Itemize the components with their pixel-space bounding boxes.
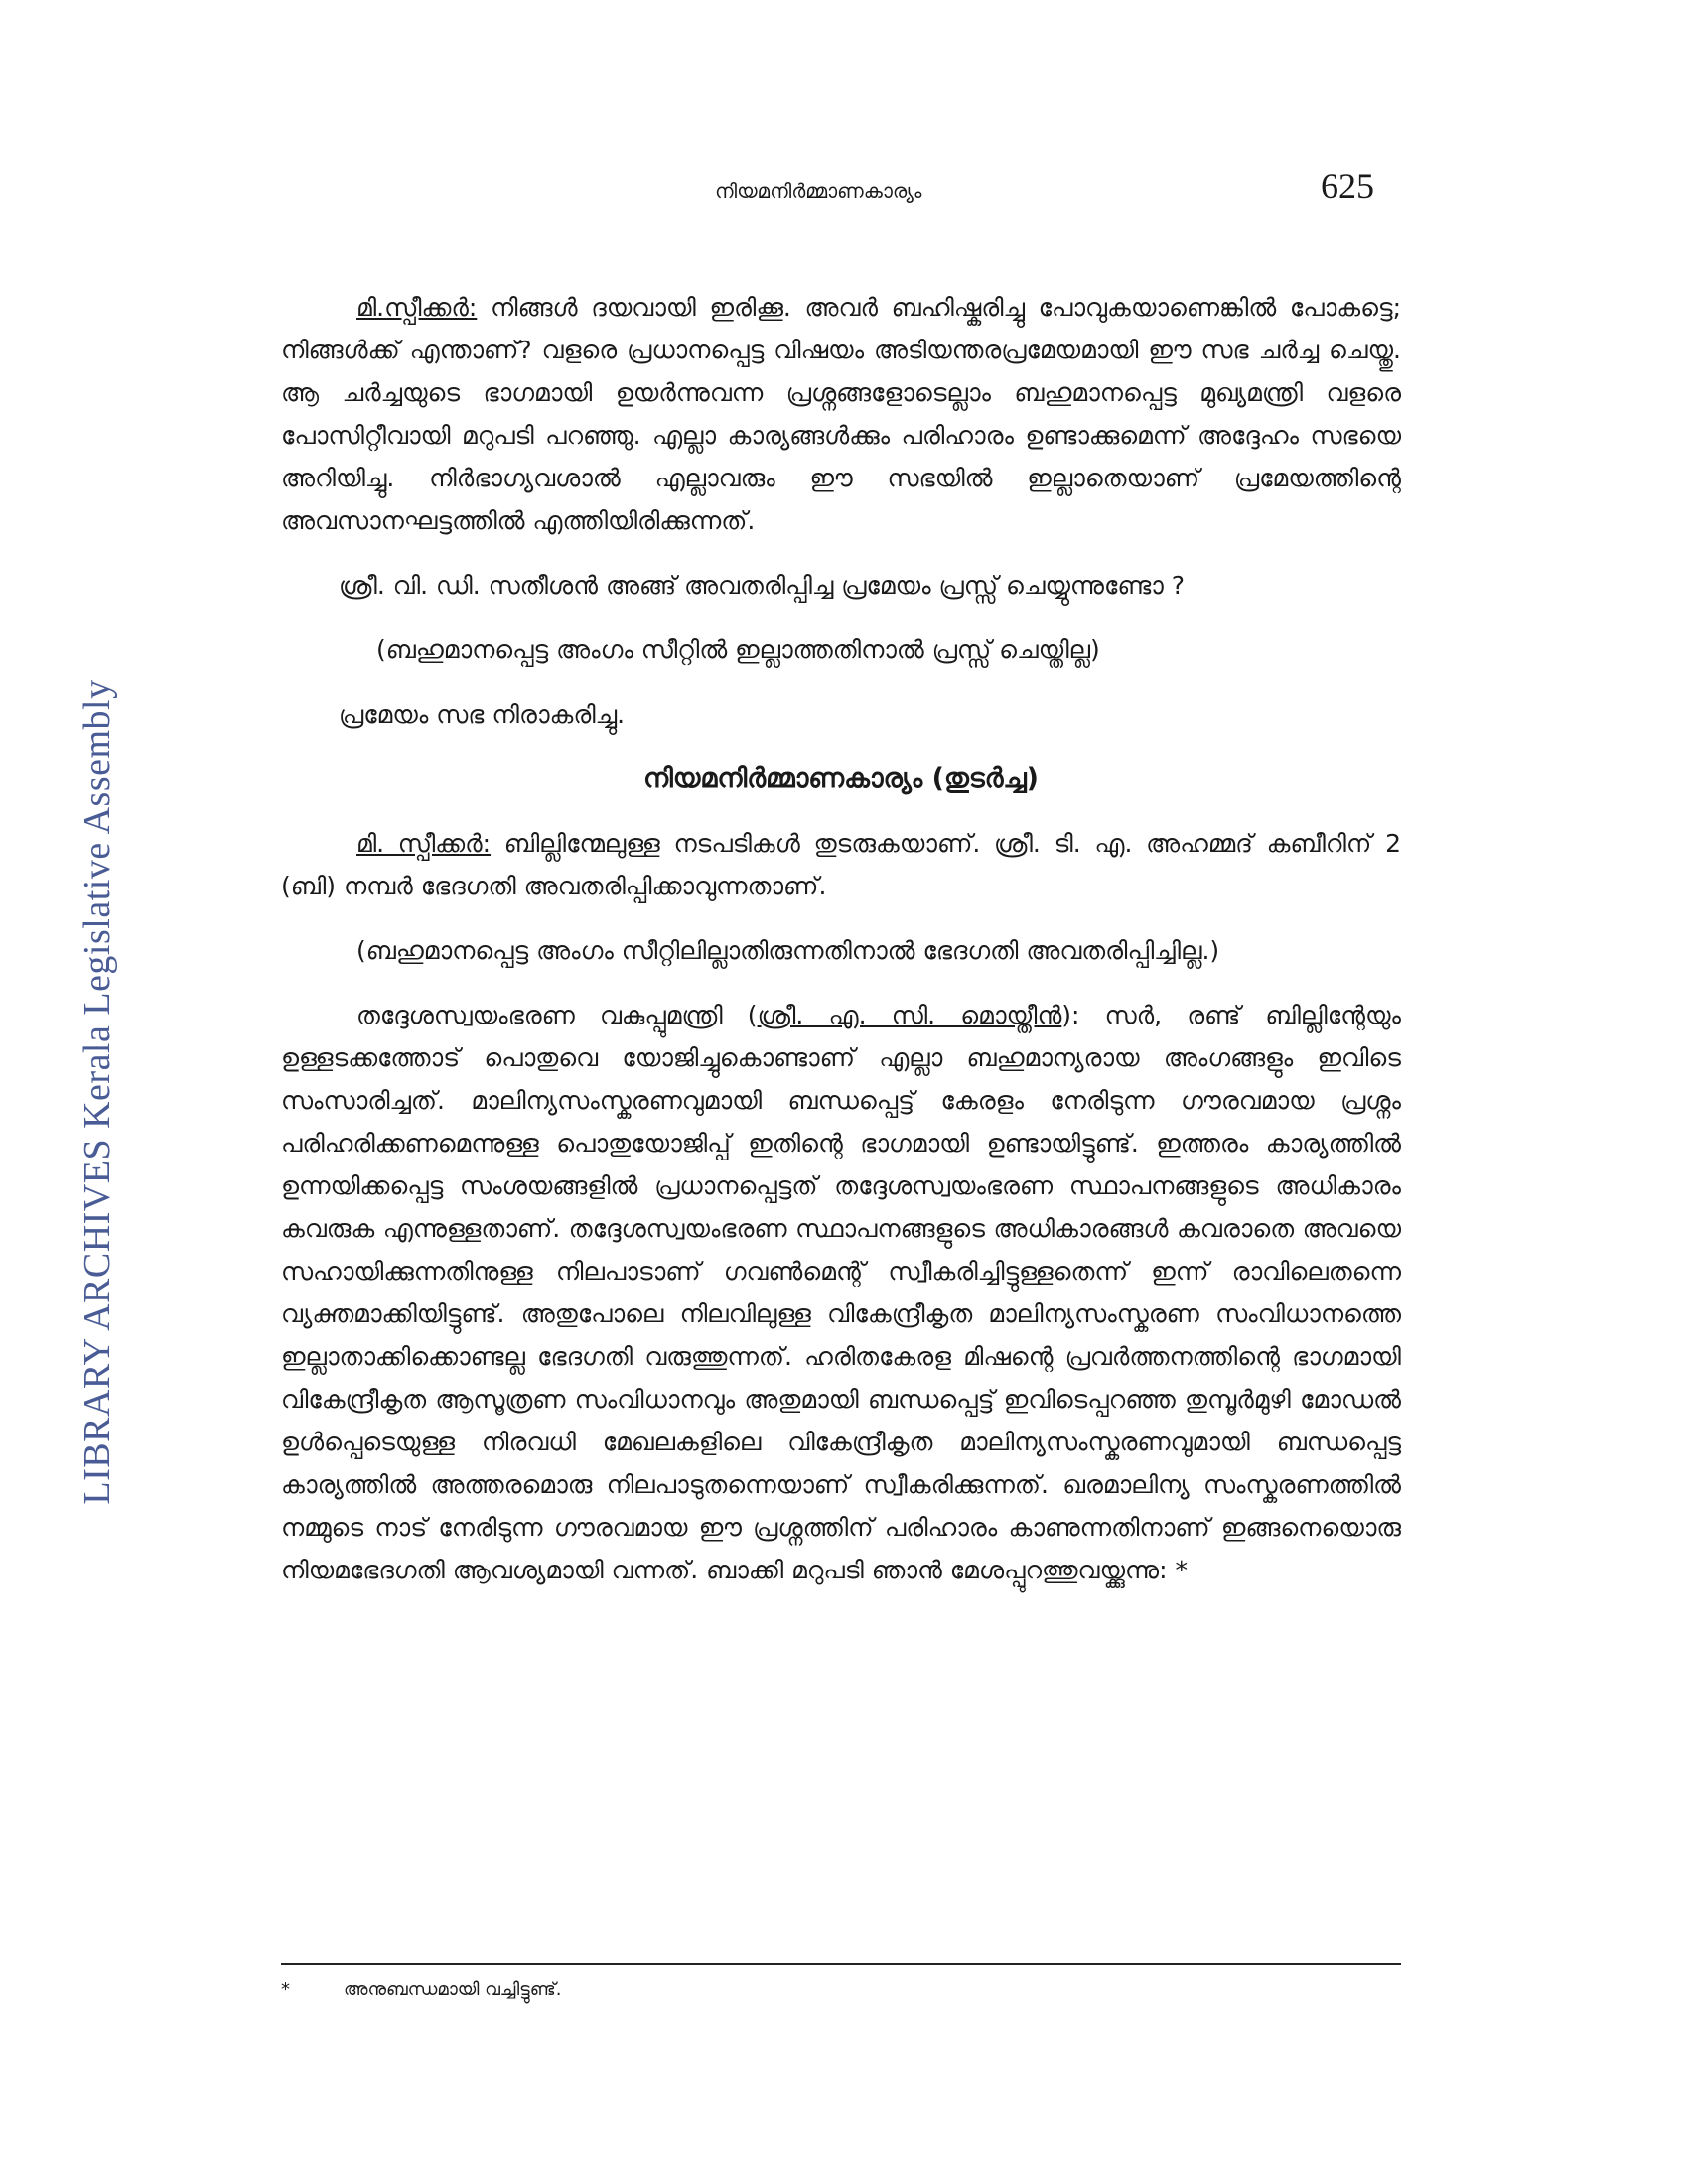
footnote [281,1979,1401,2000]
watermark-text: LIBRARY ARCHIVES Kerala Legislative Assembly [76,679,118,1505]
paragraph-text: ബില്ലിന്മേലുള്ള നടപടികൾ തുടരുകയാണ്. ശ്രീ. ടി. എ. അഹമ്മദ് കബീറിന് 2 (ബി) നമ്പർ ഭേദഗതി അവതരിപ്പിക്കാവുന്നതാണ്. [281,829,1401,900]
speaker-name: മി.സ്പീക്കർ: [356,293,478,322]
section-heading: നിയമനിർമ്മാണകാര്യം (തുടർച്ച) [642,763,1040,794]
footnote-text: അനുബന്ധമായി വച്ചിട്ടുണ്ട്. [344,1979,562,2000]
speaker-name: മി. സ്പീക്കർ: [356,829,492,858]
motion-rejected-line: പ്രമേയം സഭ നിരാകരിച്ചു. [339,700,626,729]
page-number: 625 [1321,166,1374,205]
speaker-paragraph-1 [281,286,1401,542]
archive-watermark [68,615,127,1569]
motion-press-question: ശ്രീ. വി. ഡി. സതീശൻ അങ്ങ് അവതരിപ്പിച്ച പ്രമേയം പ്രസ്സ് ചെയ്യുന്നുണ്ടോ ? [339,571,1186,600]
speaker-paragraph-2 [281,822,1401,907]
amendment-not-moved-note: (ബഹുമാനപ്പെട്ട അംഗം സീറ്റിലില്ലാതിരുന്നതിനാൽ ഭേദഗതി അവതരിപ്പിച്ചില്ല.) [356,936,1220,965]
member-absent-note: (ബഹുമാനപ്പെട്ട അംഗം സീറ്റിൽ ഇല്ലാത്തതിനാൽ പ്രസ്സ് ചെയ്തില്ല) [376,635,1100,664]
minister-title: തദ്ദേശസ്വയംഭരണ വകുപ്പുമന്ത്രി ( [356,1001,758,1029]
minister-name: ശ്രീ. എ. സി. മൊയ്തീൻ [757,1001,1062,1029]
document-body [281,286,1401,1591]
footnote-mark: * [281,1979,290,2000]
footnote-divider [281,1963,1401,1965]
paragraph-text: ): സർ, രണ്ട് ബില്ലിന്റേയും ഉള്ളടക്കത്തോട് പൊതുവെ യോജിച്ചുകൊണ്ടാണ് എല്ലാ ബഹുമാന്യരായ അംഗങ്ങളും ഇവിടെ സംസാരിച്ചത്. മാലിന്യസംസ്കരണവുമായി ബന്ധപ്പെട്ട് കേരളം നേരിടുന്ന ഗൗരവമായ പ്രശ്നം പരിഹരിക്കണമെന്നുള്ള പൊതുയോജിപ്പ് ഇതിന്റെ ഭാഗമായി ഉണ്ടായിട്ടുണ്ട്. ഇത്തരം കാര്യത്തിൽ ഉന്നയിക്കപ്പെട്ട സംശയങ്ങളിൽ പ്രധാനപ്പെട്ടത് തദ്ദേശസ്വയംഭരണ സ്ഥാപനങ്ങളുടെ അധികാരം കവരുക എന്നുള്ളതാണ്. തദ്ദേശസ്വയംഭരണ സ്ഥാപനങ്ങളുടെ അധികാരങ്ങൾ കവരാതെ അവയെ സഹായിക്കുന്നതിനുള്ള നിലപാടാണ് ഗവൺമെന്റ് സ്വീകരിച്ചിട്ടുള്ളതെന്ന് ഇന്ന് രാവിലെതന്നെ വ്യക്തമാക്കിയിട്ടുണ്ട്. അതുപോലെ നിലവിലുള്ള വികേന്ദ്രീകൃത മാലിന്യസംസ്കരണ സംവിധാനത്തെ ഇല്ലാതാക്കിക്കൊണ്ടല്ല ഭേദഗതി വരുത്തുന്നത്. ഹരിതകേരള മിഷന്റെ പ്രവർത്തനത്തിന്റെ ഭാഗമായി വികേന്ദ്രീകൃത ആസൂത്രണ സംവിധാനവും അതുമായി ബന്ധപ്പെട്ട് ഇവിടെപ്പറഞ്ഞ തുമ്പൂർമുഴി മോഡൽ ഉൾപ്പെടെയുള്ള നിരവധി മേഖലകളിലെ വികേന്ദ്രീകൃത മാലിന്യസംസ്കരണവുമായി ബന്ധപ്പെട്ട കാര്യത്തിൽ അത്തരമൊരു നിലപാടുതന്നെയാണ് സ്വീകരിക്കുന്നത്. ഖരമാലിന്യ സംസ്കരണത്തിൽ നമ്മുടെ നാട് നേരിടുന്ന ഗൗരവമായ ഈ പ്രശ്നത്തിന് പരിഹാരം കാണുന്നതിനാണ് ഇങ്ങനെയൊരു നിയമഭേദഗതി ആവശ്യമായി വന്നത്. ബാക്കി മറുപടി ഞാൻ മേശപ്പുറത്തുവയ്ക്കുന്നു: * [281,1001,1401,1584]
minister-reply-paragraph [281,994,1401,1591]
running-header-title: നിയമനിർമ്മാണകാര്യം [715,179,922,203]
paragraph-text: നിങ്ങൾ ദയവായി ഇരിക്കൂ. അവർ ബഹിഷ്കരിച്ചു പോവുകയാണെങ്കിൽ പോകട്ടെ; നിങ്ങൾക്ക് എന്താണ്? വളരെ പ്രധാനപ്പെട്ട വിഷയം അടിയന്തരപ്രമേയമായി ഈ സഭ ചർച്ച ചെയ്തു. ആ ചർച്ചയുടെ ഭാഗമായി ഉയർന്നുവന്ന പ്രശ്നങ്ങളോടെല്ലാം ബഹുമാനപ്പെട്ട മുഖ്യമന്ത്രി വളരെ പോസിറ്റീവായി മറുപടി പറഞ്ഞു. എല്ലാ കാര്യങ്ങൾക്കും പരിഹാരം ഉണ്ടാക്കുമെന്ന് അദ്ദേഹം സഭയെ അറിയിച്ചു. നിർഭാഗ്യവശാൽ എല്ലാവരും ഈ സഭയിൽ ഇല്ലാതെയാണ് പ്രമേയത്തിന്റെ അവസാനഘട്ടത്തിൽ എത്തിയിരിക്കുന്നത്. [281,293,1401,535]
